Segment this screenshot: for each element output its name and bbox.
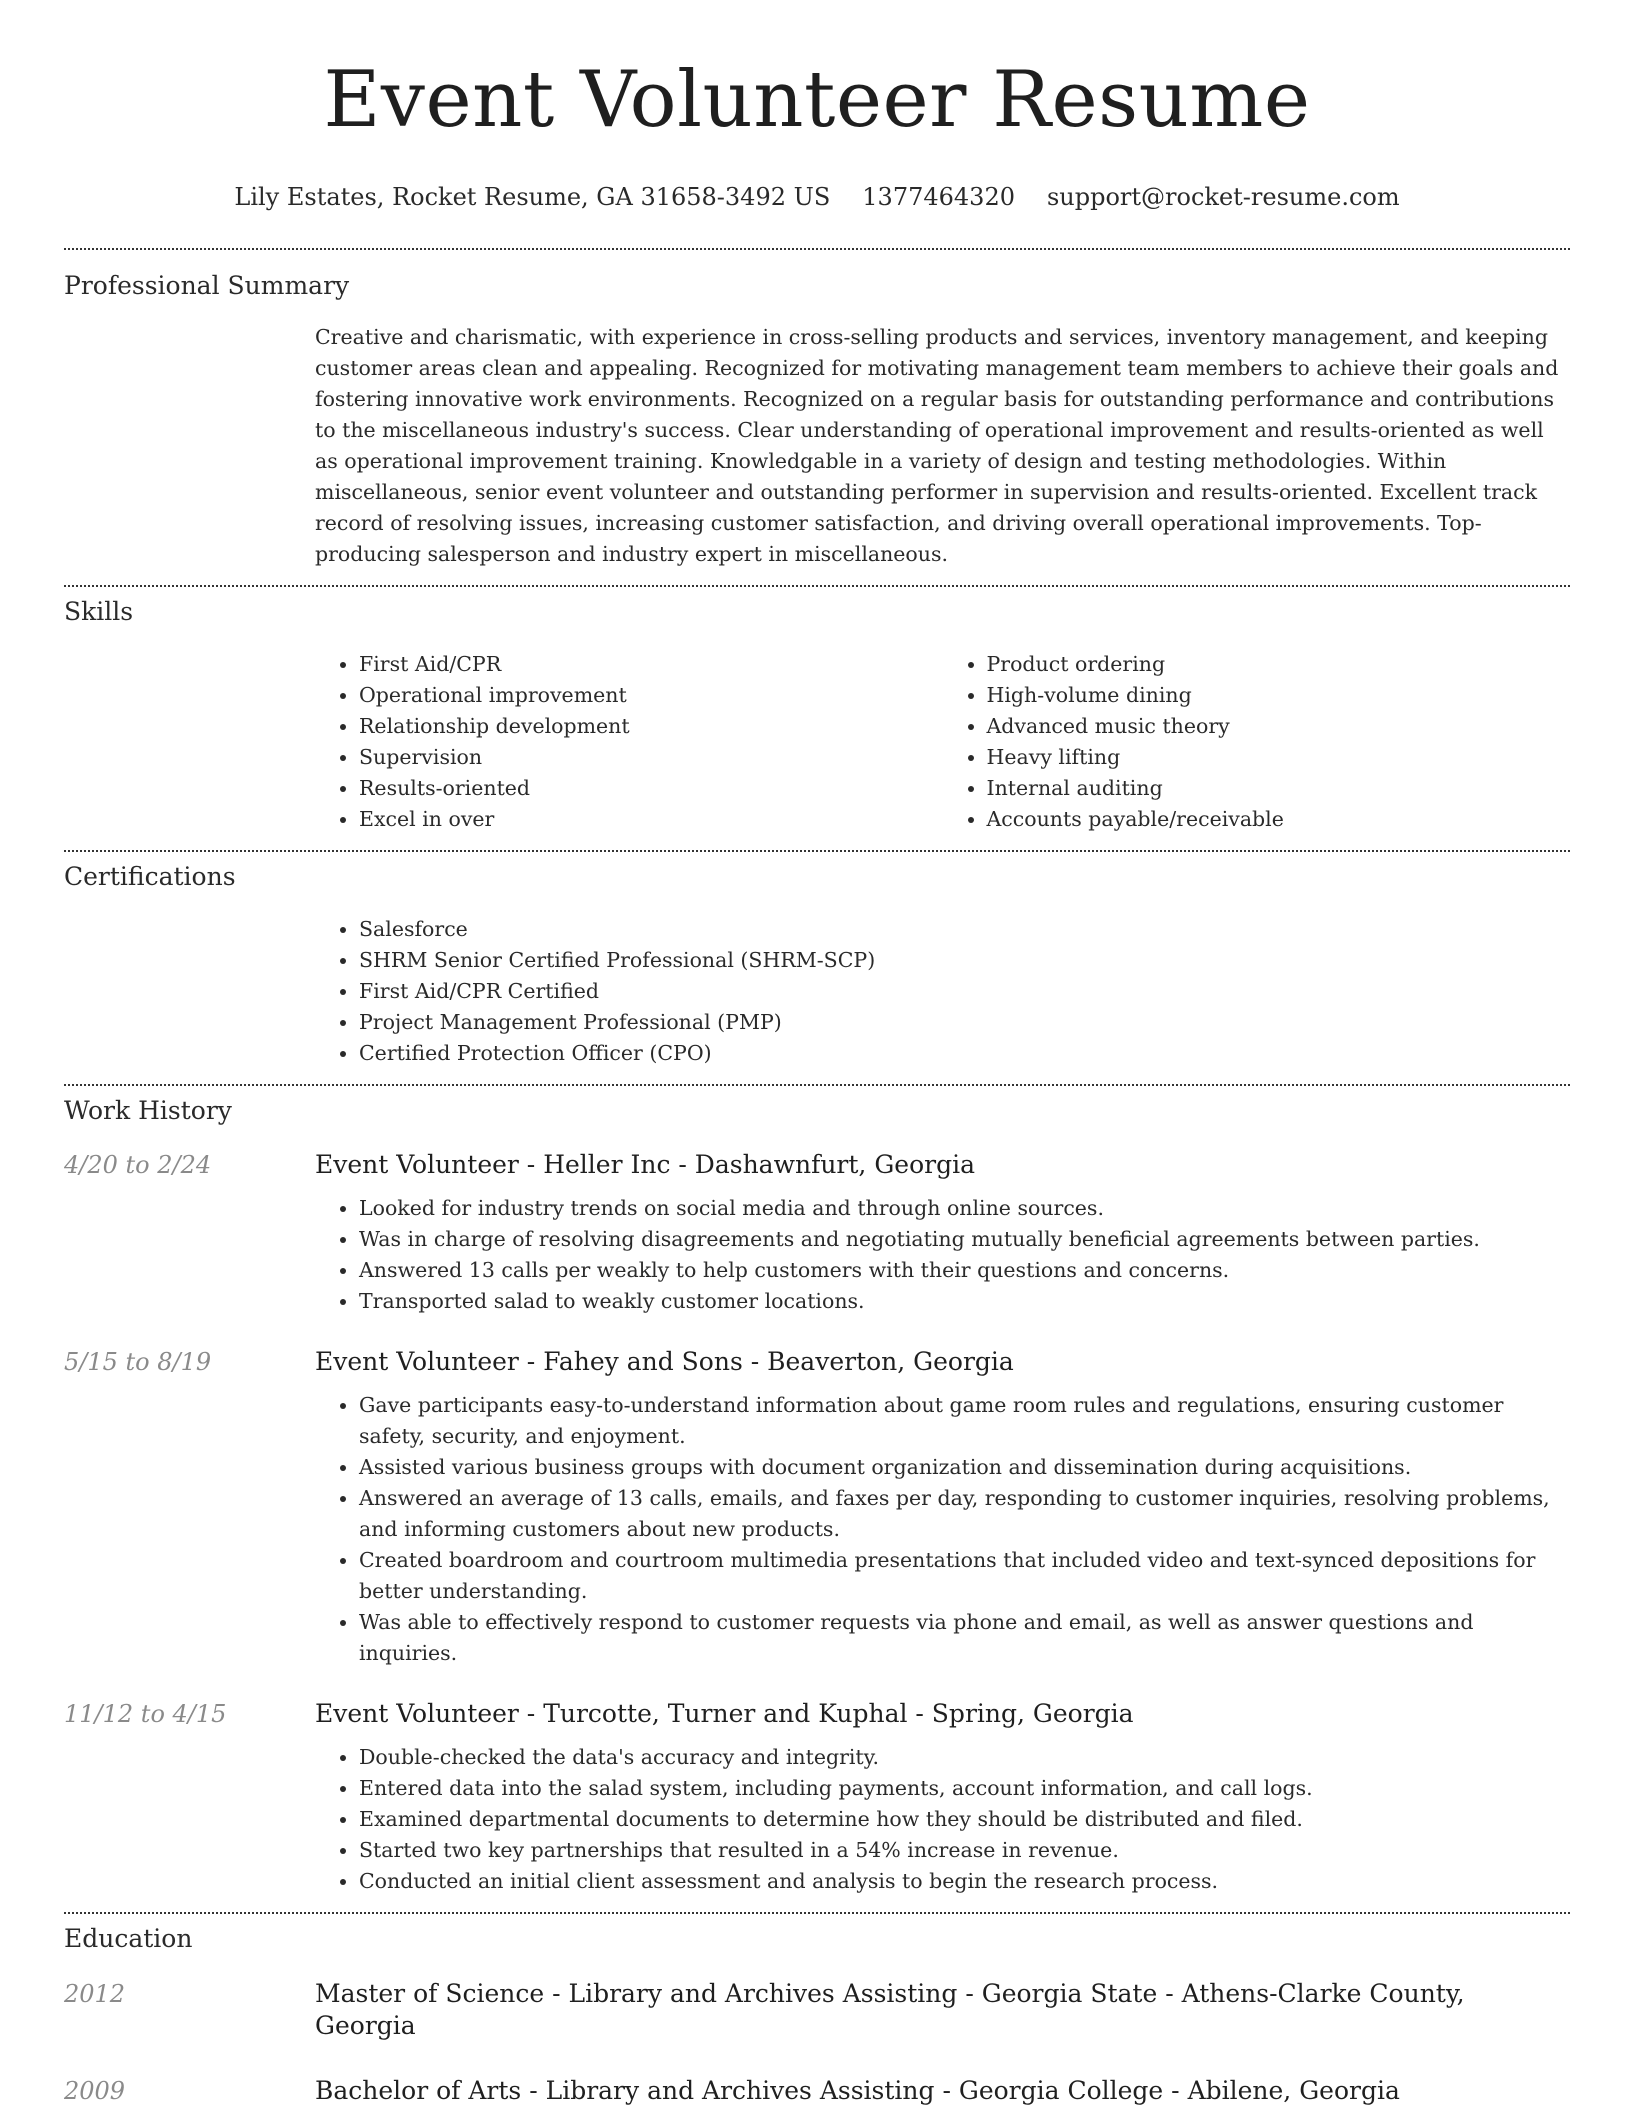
education-entry [64,2075,1570,2107]
job-bullet: • Answered 13 calls per weakly to help customers with their questions and concerns. [359,1255,1570,1286]
job-bullet: • Was in charge of resolving disagreements and negotiating mutually beneficial agreements between parties. [359,1224,1570,1255]
certification-item: • First Aid/CPR Certified [359,976,1570,1007]
job-dates: 5/15 to 8/19 [64,1348,212,1376]
education-year: 2009 [64,2077,126,2105]
job-bullet: • Created boardroom and courtroom multimedia presentations that included video and text-synced depositions for better understanding. [359,1545,1570,1607]
contact-phone: 1377464320 [862,183,1015,211]
skill-item: • First Aid/CPR [359,649,943,680]
skills-column-left [315,649,943,835]
contact-email: support@rocket-resume.com [1046,183,1400,211]
job-bullet: • Looked for industry trends on social media and through online sources. [359,1193,1570,1224]
education-degree: Master of Science - Library and Archives Assisting - Georgia State - Athens-Clarke County, Georgia [315,1979,1465,2040]
job-header [64,1149,1570,1181]
job-bullet-list [315,1193,1570,1317]
job-dates: 11/12 to 4/15 [64,1700,227,1728]
job-header [64,1346,1570,1378]
skill-item: • Excel in over [359,804,943,835]
education-year: 2012 [64,1980,126,2008]
job-bullet-list [315,1390,1570,1669]
summary-section [64,250,1570,570]
job-title: Event Volunteer - Heller Inc - Dashawnfurt, Georgia [315,1150,975,1179]
skill-item: • Internal auditing [987,773,1571,804]
certification-item: • Salesforce [359,914,1570,945]
education-degree: Bachelor of Arts - Library and Archives Assisting - Georgia College - Abilene, Georgia [315,2076,1400,2105]
skill-item: • High-volume dining [987,680,1571,711]
job-bullet: • Transported salad to weakly customer locations. [359,1286,1570,1317]
skill-item: • Heavy lifting [987,742,1571,773]
skill-item: • Supervision [359,742,943,773]
certification-item: • Project Management Professional (PMP) [359,1007,1570,1038]
certification-item: • SHRM Senior Certified Professional (SHRM-SCP) [359,945,1570,976]
contact-address: Lily Estates, Rocket Resume, GA 31658-3492 US [234,183,831,211]
job-entry [64,1149,1570,1317]
job-bullet: • Answered an average of 13 calls, emails, and faxes per day, responding to customer inquiries, resolving problems, and informing customers about new products. [359,1483,1570,1545]
job-bullets [315,1742,1570,1897]
job-bullet: • Conducted an initial client assessment and analysis to begin the research process. [359,1866,1570,1897]
skill-item: • Results-oriented [359,773,943,804]
certifications-section [64,852,1570,1069]
job-title: Event Volunteer - Fahey and Sons - Beaverton, Georgia [315,1347,1014,1376]
section-heading-skills: Skills [64,597,134,626]
skill-item: • Product ordering [987,649,1571,680]
education-entry [64,1978,1570,2042]
contact-info [64,182,1570,212]
skill-item: • Relationship development [359,711,943,742]
skill-item: • Accounts payable/receivable [987,804,1571,835]
section-heading-work-history: Work History [64,1096,232,1125]
section-heading-certifications: Certifications [64,862,236,891]
summary-content [315,322,1570,570]
skill-item: • Advanced music theory [987,711,1571,742]
section-heading-summary: Professional Summary [64,271,350,300]
section-heading-education: Education [64,1924,193,1953]
job-dates: 4/20 to 2/24 [64,1151,212,1179]
skills-section [64,587,1570,835]
job-bullets [315,1390,1570,1669]
job-entry [64,1346,1570,1669]
skill-item: • Operational improvement [359,680,943,711]
summary-text: Creative and charismatic, with experience in cross-selling products and services, inventory management, and keeping customer areas clean and appealing. Recognized for motivating management team members to achieve their goals and fostering innovative work environments. Recognized on a regular basis for outstanding performance and contributions to the miscellaneous industry's success. Clear understanding of operational improvement and results-oriented as well as operational improvement training. Knowledgable in a variety of design and testing methodologies. Within miscellaneous, senior event volunteer and outstanding performer in supervision and results-oriented. Excellent track record of resolving issues, increasing customer satisfaction, and driving overall operational improvements. Top-producing salesperson and industry expert in miscellaneous. [315,325,1559,566]
job-bullet: • Started two key partnerships that resulted in a 54% increase in revenue. [359,1835,1570,1866]
job-bullet: • Double-checked the data's accuracy and integrity. [359,1742,1570,1773]
education-section [64,1914,1570,2107]
job-bullets [315,1193,1570,1317]
certifications-list [315,914,1570,1069]
certification-item: • Certified Protection Officer (CPO) [359,1038,1570,1069]
work-history-section [64,1086,1570,1897]
skills-column-right [943,649,1571,835]
job-bullet: • Assisted various business groups with document organization and dissemination during acquisitions. [359,1452,1570,1483]
job-bullet: • Was able to effectively respond to customer requests via phone and email, as well as answer questions and inquiries. [359,1607,1570,1669]
job-entry [64,1698,1570,1897]
job-header [64,1698,1570,1730]
page-title: Event Volunteer Resume [323,55,1311,145]
job-bullet: • Gave participants easy-to-understand information about game room rules and regulations, ensuring customer safety, security, and enjoyment. [359,1390,1570,1452]
job-bullet-list [315,1742,1570,1897]
skills-list [315,649,1570,835]
certifications-content [315,914,1570,1069]
job-bullet: • Entered data into the salad system, including payments, account information, and call logs. [359,1773,1570,1804]
job-title: Event Volunteer - Turcotte, Turner and Kuphal - Spring, Georgia [315,1699,1134,1728]
job-bullet: • Examined departmental documents to determine how they should be distributed and filed. [359,1804,1570,1835]
